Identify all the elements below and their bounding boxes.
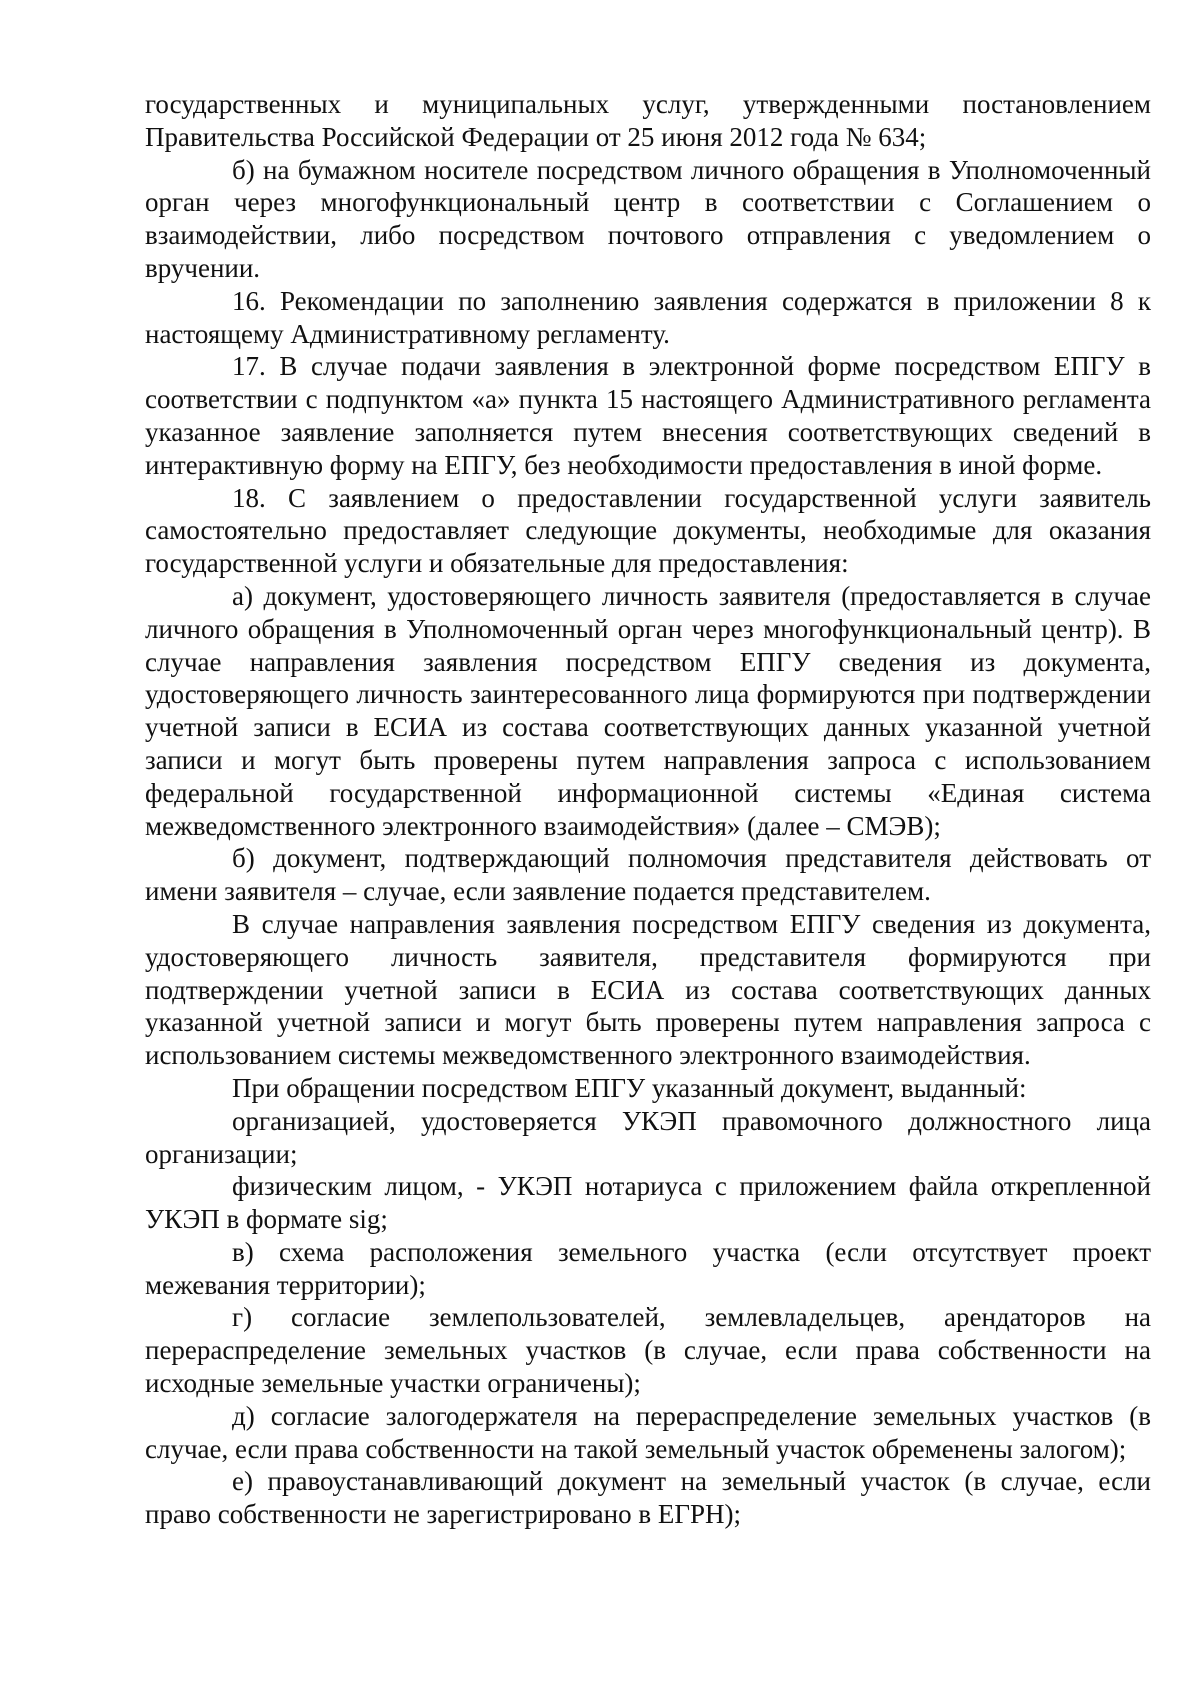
paragraph-6: б) документ, подтверждающий полномочия представителя действовать от имени заявителя – случае, если заявление подается представителем. — [145, 843, 1151, 907]
paragraph-5: а) документ, удостоверяющего личность заявителя (предоставляется в случае личного обращения в Уполномоченный орган через многофункциональный центр). В случае направления заявления посредством ЕПГУ сведения из документа, удостоверяющего личность заинтересованного лица формируются при подтверждении учетной записи в ЕСИА из состава соответствующих данных указанной учетной записи и могут быть проверены путем направления запроса с использованием федеральной государственной информационной системы «Единая система межведомственного электронного взаимодействия» (далее – СМЭВ); — [145, 580, 1151, 841]
paragraph-14: е) правоустанавливающий документ на земельный участок (в случае, если право собственности не зарегистрировано в ЕГРН); — [145, 1466, 1151, 1530]
document-page — [145, 88, 1151, 1531]
paragraph-4: 18. С заявлением о предоставлении государственной услуги заявитель самостоятельно предоставляет следующие документы, необходимые для оказания государственной услуги и обязательные для предоставления: — [145, 482, 1151, 579]
paragraph-7: В случае направления заявления посредством ЕПГУ сведения из документа, удостоверяющего личность заявителя, представителя формируются при подтверждении учетной записи в ЕСИА из состава соответствующих данных указанной учетной записи и могут быть проверены путем направления запроса с использованием системы межведомственного электронного взаимодействия. — [145, 908, 1151, 1071]
paragraph-1: б) на бумажном носителе посредством личного обращения в Уполномоченный орган через многофункциональный центр в соответствии с Соглашением о взаимодействии, либо посредством почтового отправления с уведомлением о вручении. — [145, 154, 1151, 283]
paragraph-13: д) согласие залогодержателя на перераспределение земельных участков (в случае, если права собственности на такой земельный участок обременены залогом); — [145, 1400, 1151, 1464]
paragraph-12: г) согласие землепользователей, землевладельцев, арендаторов на перераспределение земельных участков (в случае, если права собственности на исходные земельные участки ограничены); — [145, 1302, 1151, 1399]
paragraph-10: физическим лицом, - УКЭП нотариуса с приложением файла открепленной УКЭП в формате sig; — [145, 1171, 1151, 1235]
paragraph-0: государственных и муниципальных услуг, утвержденными постановлением Правительства Российской Федерации от 25 июня 2012 года № 634; — [145, 89, 1151, 152]
paragraph-2: 16. Рекомендации по заполнению заявления содержатся в приложении 8 к настоящему Административному регламенту. — [145, 285, 1151, 349]
paragraph-11: в) схема расположения земельного участка (если отсутствует проект межевания территории); — [145, 1236, 1151, 1300]
paragraph-9: организацией, удостоверяется УКЭП правомочного должностного лица организации; — [145, 1105, 1151, 1169]
paragraph-3: 17. В случае подачи заявления в электронной форме посредством ЕПГУ в соответствии с подпунктом «а» пункта 15 настоящего Административного регламента указанное заявление заполняется путем внесения соответствующих сведений в интерактивную форму на ЕПГУ, без необходимости предоставления в иной форме. — [145, 351, 1151, 480]
paragraph-8: При обращении посредством ЕПГУ указанный документ, выданный: — [232, 1072, 1027, 1103]
